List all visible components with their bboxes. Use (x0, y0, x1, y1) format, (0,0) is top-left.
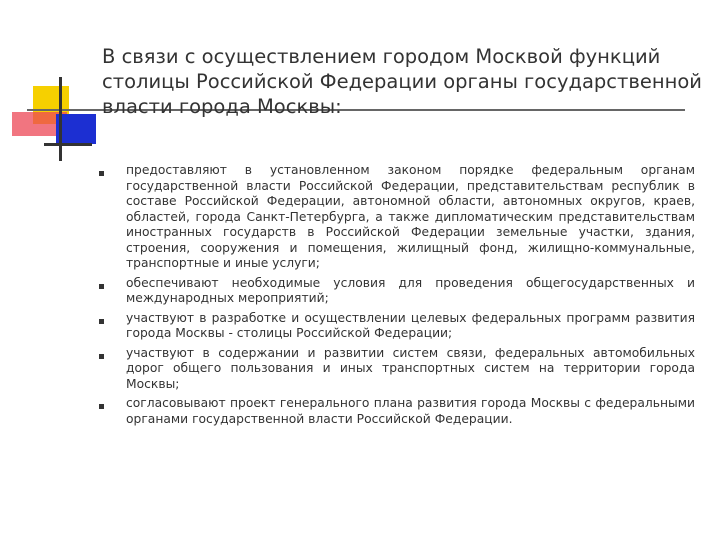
square-bullet-icon (99, 404, 104, 409)
square-bullet-icon (99, 354, 104, 359)
list-item (97, 346, 695, 393)
bullet-list (97, 163, 695, 431)
bullet-text: участвуют в содержании и развитии систем связи, федеральных автомобильных дорог общего пользования и иных транспортных систем на территории города Москвы; (126, 345, 695, 391)
list-item (97, 311, 695, 342)
slide-title: В связи с осуществлением городом Москвой функций столицы Российской Федерации органы государственной власти города Москвы: (102, 45, 702, 118)
square-bullet-icon (99, 171, 104, 176)
short-accent-line (44, 143, 92, 146)
bullet-text: предоставляют в установленном законом порядке федеральным органам государственной власти Российской Федерации, представительствам республик в составе Российской Федерации, автономной области, автономных округов, краев, областей, города Санкт-Петербурга, а также дипломатическим представительствам иностранных государств в Российской Федерации земельные участки, здания, строения, сооружения и помещения, жилищный фонд, жилищно-коммунальные, транспортные и иные услуги; (126, 163, 695, 270)
square-bullet-icon (99, 284, 104, 289)
blue-square (56, 114, 96, 144)
bullet-text: обеспечивают необходимые условия для проведения общегосударственных и международных мероприятий; (126, 275, 695, 305)
square-bullet-icon (99, 319, 104, 324)
bullet-text: участвуют в разработке и осуществлении целевых федеральных программ развития города Москвы - столицы Российской Федерации; (126, 310, 695, 340)
vertical-accent-line (59, 77, 62, 161)
list-item (97, 163, 695, 272)
bullet-text: согласовывают проект генерального плана развития города Москвы с федеральными органами государственной власти Российской Федерации. (126, 396, 695, 426)
list-item (97, 396, 695, 427)
list-item (97, 276, 695, 307)
